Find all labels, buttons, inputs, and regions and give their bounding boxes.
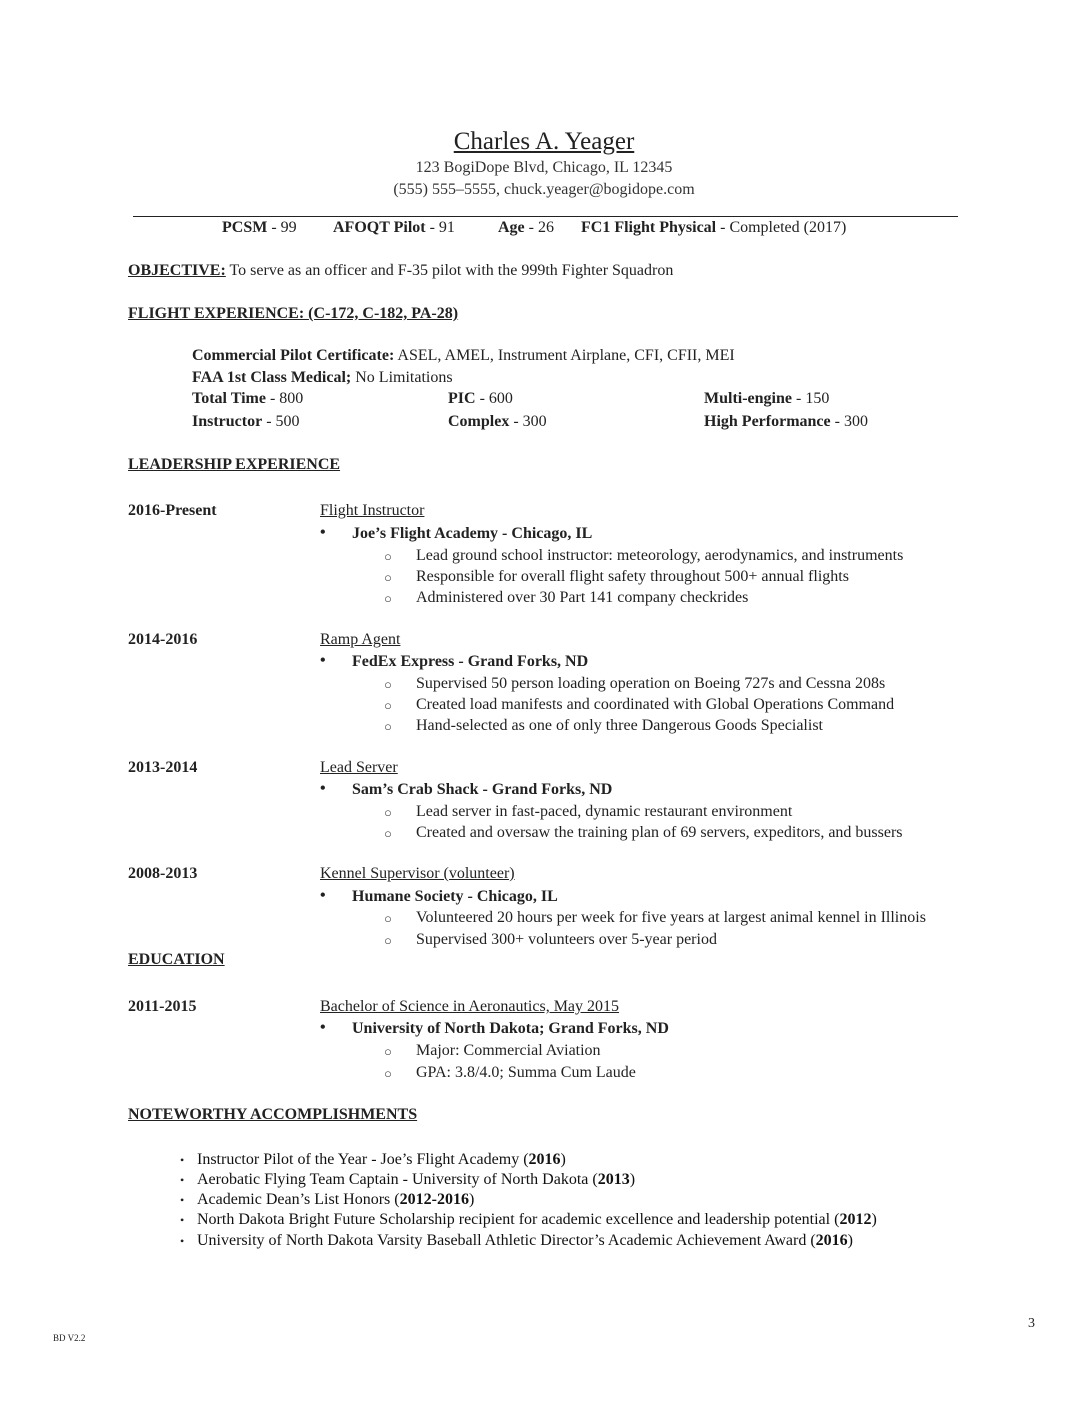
bullet-icon: • xyxy=(320,524,326,541)
hours-high-performance: High Performance - 300 xyxy=(704,413,868,430)
job-dates: 2013-2014 xyxy=(128,759,198,776)
hours-total-time: Total Time - 800 xyxy=(192,390,304,407)
job-item: Created load manifests and coordinated with Global Operations Command xyxy=(416,696,895,713)
accomplishment-item: Aerobatic Flying Team Captain - University of North Dakota (2013) xyxy=(197,1171,636,1188)
pilot-certificate: Commercial Pilot Certificate: ASEL, AMEL, Instrument Airplane, CFI, CFII, MEI xyxy=(192,347,735,364)
job-item: Volunteered 20 hours per week for five years at largest animal kennel in Illinois xyxy=(416,909,926,926)
sub-bullet-icon: ○ xyxy=(384,719,392,734)
education-heading: EDUCATION xyxy=(128,951,225,968)
sub-bullet-icon: ○ xyxy=(384,677,392,692)
job-title: Ramp Agent xyxy=(320,631,401,648)
job-dates: 2016-Present xyxy=(128,502,217,519)
bullet-icon: • xyxy=(180,1173,185,1187)
sub-bullet-icon: ○ xyxy=(384,1066,392,1081)
job-item: Lead server in fast-paced, dynamic restaurant environment xyxy=(416,803,793,820)
sub-bullet-icon: ○ xyxy=(384,591,392,606)
hours-complex: Complex - 300 xyxy=(448,413,547,430)
bullet-icon: • xyxy=(180,1193,185,1207)
bullet-icon: • xyxy=(320,887,326,904)
education-item: GPA: 3.8/4.0; Summa Cum Laude xyxy=(416,1064,636,1081)
sub-bullet-icon: ○ xyxy=(384,549,392,564)
education-school: University of North Dakota; Grand Forks, ND xyxy=(352,1020,669,1037)
hours-multi-engine: Multi-engine - 150 xyxy=(704,390,830,407)
bullet-icon: • xyxy=(180,1213,185,1227)
objective: OBJECTIVE: To serve as an officer and F-35 pilot with the 999th Fighter Squadron xyxy=(128,262,674,279)
version-label: BD V2.2 xyxy=(53,1333,86,1343)
medical-certificate: FAA 1st Class Medical; No Limitations xyxy=(192,369,453,386)
sub-bullet-icon: ○ xyxy=(384,826,392,841)
bullet-icon: • xyxy=(320,1019,326,1036)
bullet-icon: • xyxy=(320,780,326,797)
hours-pic: PIC - 600 xyxy=(448,390,513,407)
score-physical: FC1 Flight Physical - Completed (2017) xyxy=(581,219,847,236)
job-title: Kennel Supervisor (volunteer) xyxy=(320,865,515,882)
job-org: Sam’s Crab Shack - Grand Forks, ND xyxy=(352,781,613,798)
job-item: Responsible for overall flight safety throughout 500+ annual flights xyxy=(416,568,849,585)
job-item: Hand-selected as one of only three Dangerous Goods Specialist xyxy=(416,717,823,734)
accomplishment-item: Instructor Pilot of the Year - Joe’s Flight Academy (2016) xyxy=(197,1151,566,1168)
sub-bullet-icon: ○ xyxy=(384,570,392,585)
score-pcsm: PCSM - 99 xyxy=(222,219,297,236)
accomplishment-item: University of North Dakota Varsity Baseball Athletic Director’s Academic Achievement Award (2016) xyxy=(197,1232,853,1249)
job-org: Joe’s Flight Academy - Chicago, IL xyxy=(352,525,593,542)
page-number: 3 xyxy=(1028,1316,1035,1331)
header-divider xyxy=(133,216,958,217)
education-dates: 2011-2015 xyxy=(128,998,197,1015)
education-degree: Bachelor of Science in Aeronautics, May 2015 xyxy=(320,998,620,1015)
job-item: Administered over 30 Part 141 company checkrides xyxy=(416,589,749,606)
education-item: Major: Commercial Aviation xyxy=(416,1042,601,1059)
bullet-icon: • xyxy=(180,1153,185,1167)
score-afoqt: AFOQT Pilot - 91 xyxy=(333,219,455,236)
flight-experience-heading: FLIGHT EXPERIENCE: (C-172, C-182, PA-28) xyxy=(128,305,459,322)
bullet-icon: • xyxy=(180,1234,185,1248)
accomplishments-heading: NOTEWORTHY ACCOMPLISHMENTS xyxy=(128,1106,418,1123)
job-dates: 2014-2016 xyxy=(128,631,198,648)
score-age: Age - 26 xyxy=(498,219,554,236)
contact-line: (555) 555–5555, chuck.yeager@bogidope.com xyxy=(393,181,695,198)
job-item: Lead ground school instructor: meteorology, aerodynamics, and instruments xyxy=(416,547,904,564)
sub-bullet-icon: ○ xyxy=(384,933,392,948)
sub-bullet-icon: ○ xyxy=(384,911,392,926)
bullet-icon: • xyxy=(320,652,326,669)
job-org: Humane Society - Chicago, IL xyxy=(352,888,558,905)
sub-bullet-icon: ○ xyxy=(384,698,392,713)
job-title: Lead Server xyxy=(320,759,398,776)
sub-bullet-icon: ○ xyxy=(384,1044,392,1059)
accomplishment-item: Academic Dean’s List Honors (2012-2016) xyxy=(197,1191,475,1208)
leadership-heading: LEADERSHIP EXPERIENCE xyxy=(128,456,341,473)
candidate-name: Charles A. Yeager xyxy=(453,128,635,155)
hours-instructor: Instructor - 500 xyxy=(192,413,300,430)
accomplishment-item: North Dakota Bright Future Scholarship recipient for academic excellence and leadership potential (2012) xyxy=(197,1211,877,1228)
job-item: Created and oversaw the training plan of 69 servers, expeditors, and bussers xyxy=(416,824,903,841)
job-item: Supervised 50 person loading operation on Boeing 727s and Cessna 208s xyxy=(416,675,886,692)
address-line: 123 BogiDope Blvd, Chicago, IL 12345 xyxy=(415,159,673,176)
job-dates: 2008-2013 xyxy=(128,865,198,882)
job-org: FedEx Express - Grand Forks, ND xyxy=(352,653,589,670)
job-item: Supervised 300+ volunteers over 5-year period xyxy=(416,931,717,948)
job-title: Flight Instructor xyxy=(320,502,425,519)
sub-bullet-icon: ○ xyxy=(384,805,392,820)
